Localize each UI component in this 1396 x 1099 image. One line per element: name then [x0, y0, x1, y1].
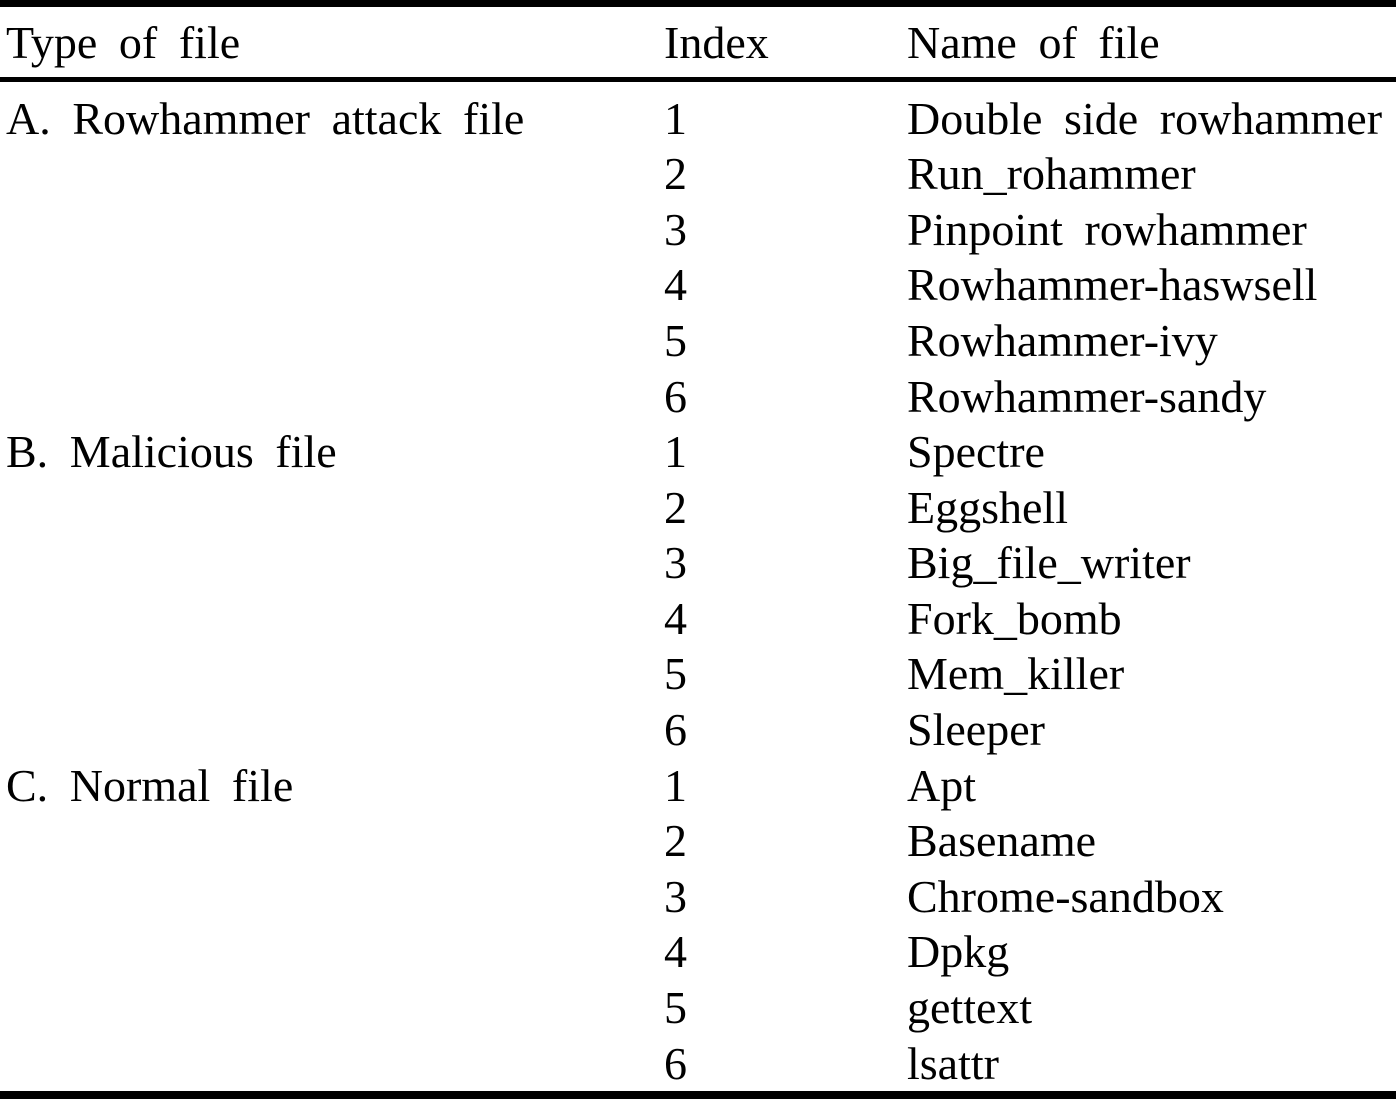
- table-row: [0, 1035, 1396, 1095]
- type-cell: [0, 813, 660, 869]
- index-cell: 2: [664, 815, 687, 867]
- name-cell: Big_file_writer: [907, 537, 1191, 589]
- name-cell: Mem_killer: [907, 648, 1125, 700]
- column-header-index: Index: [660, 4, 905, 80]
- index-cell: 3: [664, 203, 687, 255]
- table-row: [0, 202, 1396, 258]
- table-row: [0, 368, 1396, 424]
- table-row: [0, 479, 1396, 535]
- index-cell: 3: [664, 870, 687, 922]
- header-row: [0, 4, 1396, 80]
- index-cell: 1: [664, 759, 687, 811]
- index-cell: 2: [664, 481, 687, 533]
- name-cell: Pinpoint rowhammer: [907, 203, 1307, 255]
- table-row: [0, 646, 1396, 702]
- table-row: [0, 924, 1396, 980]
- index-cell: 1: [664, 426, 687, 478]
- index-cell: 4: [664, 259, 687, 311]
- name-cell: Spectre: [907, 426, 1045, 478]
- index-cell: 6: [664, 703, 687, 755]
- name-cell: Rowhammer-haswsell: [907, 259, 1318, 311]
- column-header-name: Name of file: [905, 4, 1396, 80]
- type-cell: [0, 702, 660, 758]
- index-cell: 2: [664, 148, 687, 200]
- name-cell: Eggshell: [907, 481, 1068, 533]
- table-row: [0, 257, 1396, 313]
- type-cell: [0, 591, 660, 647]
- table-row: [0, 80, 1396, 147]
- table-row: [0, 313, 1396, 369]
- index-cell: 6: [664, 370, 687, 422]
- table-body: [0, 80, 1396, 1096]
- type-cell: [0, 479, 660, 535]
- table-row: [0, 702, 1396, 758]
- name-cell: Dpkg: [907, 926, 1010, 978]
- index-cell: 6: [664, 1037, 687, 1089]
- type-cell: A. Rowhammer attack file: [6, 92, 525, 144]
- type-cell: [0, 313, 660, 369]
- name-cell: Double side rowhammer: [907, 92, 1383, 144]
- type-cell: [0, 868, 660, 924]
- name-cell: Rowhammer-sandy: [907, 370, 1267, 422]
- table-row: [0, 535, 1396, 591]
- index-cell: 4: [664, 592, 687, 644]
- type-cell: B. Malicious file: [6, 426, 337, 478]
- index-cell: 1: [664, 92, 687, 144]
- name-cell: Sleeper: [907, 703, 1045, 755]
- index-cell: 5: [664, 981, 687, 1033]
- table-row: [0, 146, 1396, 202]
- type-cell: C. Normal file: [6, 759, 294, 811]
- index-cell: 5: [664, 648, 687, 700]
- type-cell: [0, 535, 660, 591]
- name-cell: lsattr: [907, 1037, 999, 1089]
- name-cell: Rowhammer-ivy: [907, 315, 1218, 367]
- name-cell: Basename: [907, 815, 1097, 867]
- table-header: [0, 4, 1396, 80]
- table-row: [0, 424, 1396, 480]
- table-row: [0, 868, 1396, 924]
- type-cell: [0, 146, 660, 202]
- type-cell: [0, 980, 660, 1036]
- column-header-type: Type of file: [0, 4, 660, 80]
- table-row: [0, 757, 1396, 813]
- type-cell: [0, 257, 660, 313]
- table-row: [0, 980, 1396, 1036]
- type-cell: [0, 646, 660, 702]
- name-cell: gettext: [907, 981, 1033, 1033]
- name-cell: Fork_bomb: [907, 592, 1122, 644]
- type-cell: [0, 368, 660, 424]
- index-cell: 3: [664, 537, 687, 589]
- index-cell: 4: [664, 926, 687, 978]
- name-cell: Run_rohammer: [907, 148, 1196, 200]
- type-cell: [0, 202, 660, 258]
- type-cell: [0, 924, 660, 980]
- type-cell: [0, 1035, 660, 1095]
- index-cell: 5: [664, 315, 687, 367]
- table-row: [0, 813, 1396, 869]
- name-cell: Apt: [907, 759, 976, 811]
- name-cell: Chrome-sandbox: [907, 870, 1224, 922]
- table-row: [0, 591, 1396, 647]
